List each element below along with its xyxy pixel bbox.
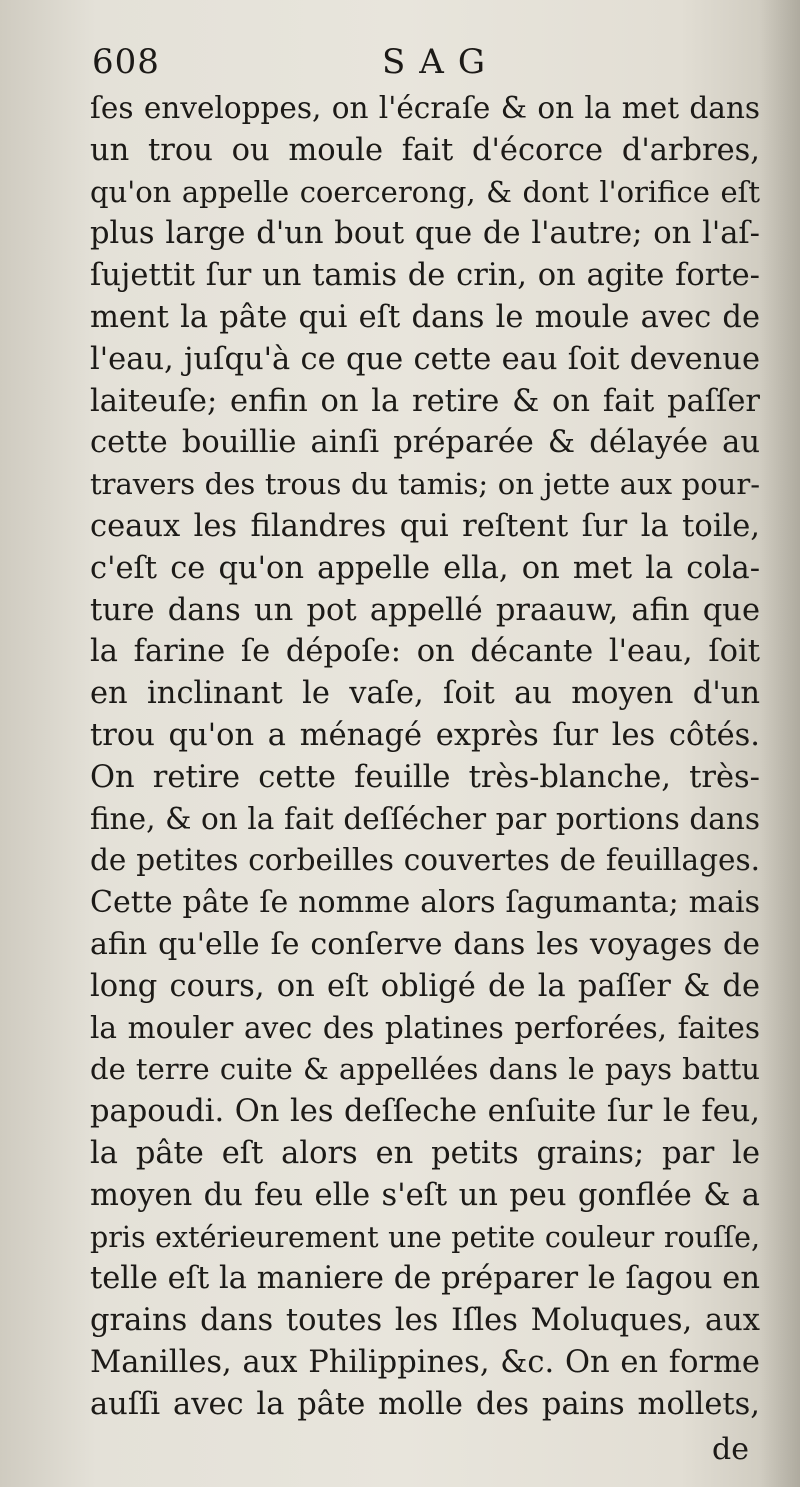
catchword: de: [712, 1432, 749, 1467]
body-text: [90, 88, 760, 1426]
text-line: ſes enveloppes, on l'écraſe & on la met dans: [90, 91, 760, 125]
text-line: un trou ou moule fait d'écorce d'arbres,: [90, 132, 760, 168]
text-line: long cours, on eſt obligé de la paſſer & de: [90, 968, 760, 1004]
text-line: travers des trous du tamis; on jette aux pour-: [90, 467, 760, 502]
text-line: On retire cette feuille très-blanche, très-: [90, 759, 760, 795]
text-line: pris extérieurement une petite couleur rouſſe,: [90, 1220, 760, 1254]
text-line: la farine ſe dépoſe: on décante l'eau, ſoit: [90, 634, 760, 670]
text-line: afin qu'elle ſe conſerve dans les voyages de: [90, 926, 760, 962]
text-line: fine, & on la fait deſſécher par portions dans: [90, 801, 760, 836]
text-line: de terre cuite & appellées dans le pays battu: [90, 1052, 760, 1087]
text-line: Manilles, aux Philippines, &c. On en forme: [90, 1344, 760, 1380]
text-line: moyen du feu elle s'eſt un peu gonflée & a: [90, 1177, 760, 1213]
page-number: 608: [92, 42, 160, 82]
text-line: grains dans toutes les Iſles Moluques, aux: [90, 1303, 760, 1339]
text-line: telle eſt la maniere de préparer le ſagou en: [90, 1261, 760, 1297]
page-header: [92, 42, 752, 92]
text-line: ment la pâte qui eſt dans le moule avec de: [90, 299, 760, 335]
text-line: Cette pâte ſe nomme alors ſagumanta; mais: [90, 885, 760, 921]
text-line: plus large d'un bout que de l'autre; on l'aſ-: [90, 216, 760, 252]
text-line: l'eau, juſqu'à ce que cette eau ſoit devenue: [90, 341, 760, 377]
text-line: trou qu'on a ménagé exprès ſur les côtés.: [90, 717, 760, 753]
text-line: ſujettit ſur un tamis de crin, on agite forte-: [90, 258, 760, 294]
text-line: ceaux les filandres qui reſtent ſur la toile,: [90, 508, 760, 544]
text-line: de petites corbeilles couvertes de feuillages.: [90, 843, 760, 878]
text-line: la mouler avec des platines perforées, faites: [90, 1010, 760, 1045]
text-line: auſſi avec la pâte molle des pains mollets,: [90, 1386, 760, 1422]
text-line: papoudi. On les deſſeche enſuite ſur le feu,: [90, 1094, 760, 1130]
text-line: en inclinant le vaſe, ſoit au moyen d'un: [90, 676, 760, 712]
text-line: c'eſt ce qu'on appelle ella, on met la cola-: [90, 550, 760, 586]
text-line: laiteuſe; enfin on la retire & on fait paſſer: [90, 383, 760, 419]
running-head: SAG: [382, 42, 500, 82]
text-line: qu'on appelle coercerong, & dont l'orifice eſt: [90, 174, 760, 209]
page-edge-shadow: [760, 0, 800, 1487]
text-line: la pâte eſt alors en petits grains; par le: [90, 1135, 760, 1171]
text-line: ture dans un pot appellé praauw, afin que: [90, 592, 760, 628]
text-line: cette bouillie ainſi préparée & délayée au: [90, 425, 760, 461]
